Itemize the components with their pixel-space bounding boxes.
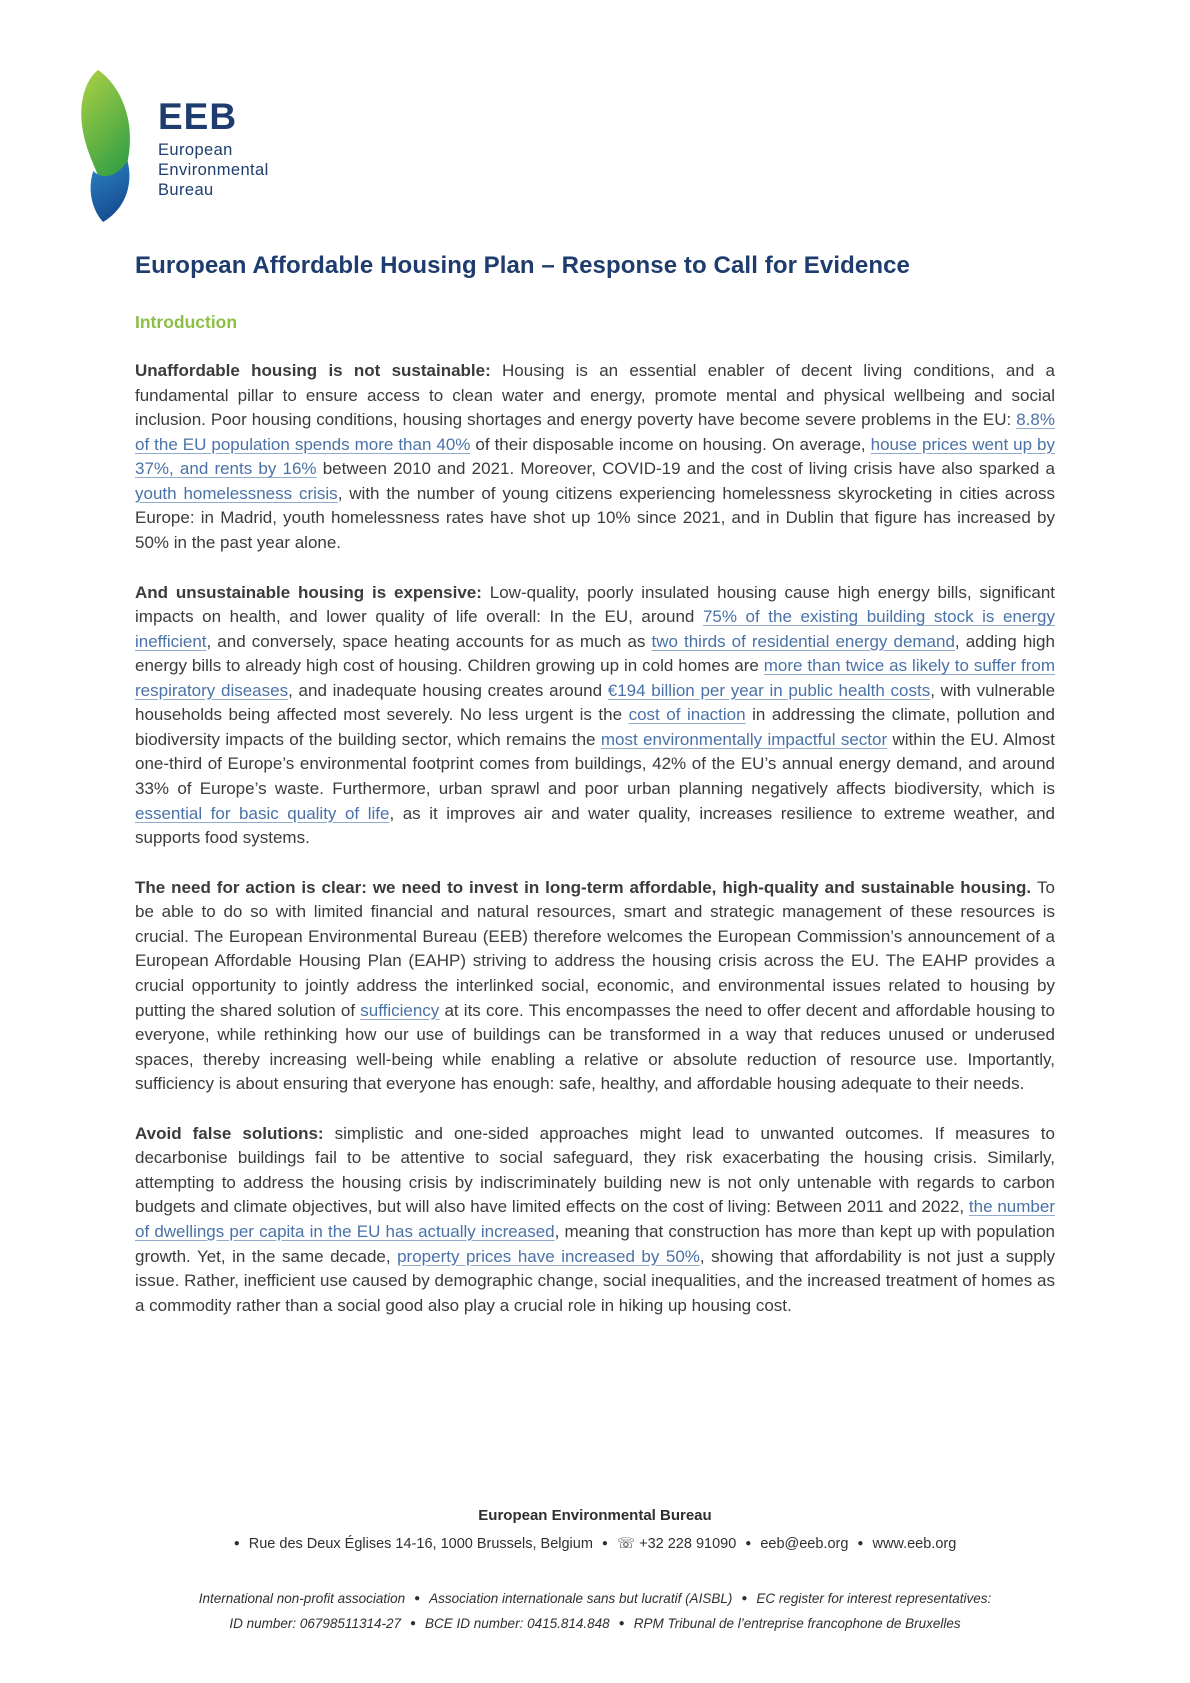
- text-segment: between 2010 and 2021. Moreover, COVID-19 and the cost of living crisis have also sparked a: [316, 459, 1056, 479]
- inline-link[interactable]: most environmentally impactful sector: [600, 729, 888, 749]
- paragraph-lead: And unsustainable housing is expensive:: [135, 582, 490, 602]
- section-heading-introduction: Introduction: [135, 312, 238, 332]
- footer-legal-line: [0, 1611, 1190, 1637]
- logo-text: [158, 70, 269, 200]
- footer-legal-item: BCE ID number: 0415.814.848: [425, 1616, 610, 1632]
- bullet-separator: ●: [414, 1592, 421, 1604]
- footer-legal-item: International non-profit association: [198, 1590, 406, 1606]
- bullet-separator: ●: [233, 1537, 240, 1549]
- bullet-separator: ●: [857, 1537, 864, 1549]
- text-segment: , meaning that construction has more than kept up with population growth. Yet, in the same decade,: [135, 1222, 1055, 1266]
- inline-link[interactable]: youth homelessness crisis: [135, 483, 338, 503]
- paragraph-lead: Unaffordable housing is not sustainable:: [135, 361, 503, 380]
- footer-legal: [0, 1586, 1190, 1637]
- text-segment: in addressing the climate, pollution and biodiversity impacts of the building sector, which remains the: [135, 705, 1055, 749]
- text-segment: , adding high energy bills to already high cost of housing. Children growing up in cold homes are: [135, 631, 1055, 676]
- logo-acronym: EEB: [158, 96, 238, 137]
- page-footer: [0, 1507, 1190, 1637]
- text-segment: To be able to do so with limited financial and natural resources, smart and strategic management of these resources is crucial. The European Environmental Bureau (EEB) therefore welcomes the European Commission’s announcement of a European Affordable Housing Plan (EAHP) striving to address the housing crisis across the EU. The EAHP provides a crucial opportunity to jointly address the interlinked social, economic, and environmental issues related to housing by putting the shared solution of: [135, 877, 1055, 1020]
- footer-legal-item: ID number: 06798511314-27: [229, 1616, 401, 1632]
- text-segment: , with vulnerable households being affected most severely. No less urgent is the: [135, 680, 1056, 725]
- paragraph-lead: Avoid false solutions:: [135, 1123, 335, 1143]
- footer-org-name: European Environmental Bureau: [478, 1506, 712, 1524]
- text-segment: , with the number of young citizens experiencing homelessness skyrocketing in cities across Europe: in Madrid, youth homelessness rates have shot up 10% since 2021, and in Dublin that figure has increased by 50% in the past year alone.: [135, 483, 1055, 552]
- logo-name: [158, 141, 269, 200]
- page-title: European Affordable Housing Plan – Response to Call for Evidence: [135, 252, 910, 279]
- inline-link[interactable]: house prices went up by 37%, and rents by 16%: [135, 434, 1056, 479]
- footer-legal-item: RPM Tribunal de l’entreprise francophone de Bruxelles: [633, 1616, 961, 1632]
- text-segment: of their disposable income on housing. On average,: [470, 434, 871, 454]
- text-segment: , and conversely, space heating accounts for as much as: [206, 631, 652, 651]
- bullet-separator: ●: [745, 1537, 752, 1549]
- eeb-logo: [78, 70, 1055, 222]
- text-segment: simplistic and one-sided approaches might lead to unwanted outcomes. If measures to decarbonise buildings fail to be attentive to social safeguard, they risk exacerbating the housing crisis. Similarly, attempting to address the housing crisis by indiscriminately building new is not only untenable with regards to carbon budgets and climate objectives, but will also have limited effects on the cost of living: Between 2011 and 2022,: [135, 1123, 1055, 1217]
- leaf-logo-icon: [78, 70, 140, 222]
- logo-name-line: Bureau: [158, 180, 214, 199]
- text-segment: within the EU. Almost one-third of Europe’s environmental footprint comes from buildings, 42% of the EU’s annual energy demand, and around 33% of Europe’s waste. Furthermore, urban sprawl and poor urban planning negatively affects biodiversity, which is: [135, 729, 1055, 798]
- bullet-separator: ●: [741, 1592, 748, 1604]
- inline-link[interactable]: €194 billion per year in public health costs: [607, 680, 931, 700]
- inline-link[interactable]: property prices have increased by 50%: [397, 1246, 700, 1266]
- inline-link[interactable]: 75% of the existing building stock is energy inefficient: [135, 607, 1055, 651]
- inline-link[interactable]: two thirds of residential energy demand: [651, 631, 955, 651]
- inline-link[interactable]: sufficiency: [360, 1000, 440, 1020]
- paragraph: [135, 581, 1055, 851]
- document-paragraphs: [135, 359, 1055, 1318]
- footer-contact-item: ☏ +32 228 91090: [616, 1535, 737, 1552]
- logo-name-line: European: [158, 141, 233, 159]
- paragraph-lead: The need for action is clear: we need to invest in long-term affordable, high-quality and sustainable housing.: [135, 877, 1038, 897]
- inline-link[interactable]: 8.8% of the EU population spends more than 40%: [135, 410, 1055, 454]
- text-segment: Low-quality, poorly insulated housing cause high energy bills, significant impacts on health, and lower quality of life overall: In the EU, around: [135, 582, 1055, 627]
- text-segment: , and inadequate housing creates around: [288, 680, 608, 700]
- paragraph: [135, 876, 1055, 1097]
- bullet-separator: ●: [601, 1537, 608, 1549]
- text-segment: Housing is an essential enabler of decent living conditions, and a fundamental pillar to ensure access to clean water and energy, promote mental and physical wellbeing and social inclusion. Poor housing conditions, housing shortages and energy poverty have become severe problems in the EU:: [135, 361, 1056, 430]
- inline-link[interactable]: essential for basic quality of life: [135, 803, 390, 823]
- inline-link[interactable]: the number of dwellings per capita in the EU has actually increased: [135, 1197, 1055, 1241]
- logo-name-line: Environmental: [158, 160, 269, 179]
- footer-contact-item: www.eeb.org: [872, 1535, 957, 1552]
- paragraph: [135, 1122, 1055, 1319]
- bullet-separator: ●: [409, 1618, 417, 1630]
- bullet-separator: ●: [618, 1618, 625, 1630]
- footer-legal-item: EC register for interest representatives:: [756, 1590, 992, 1606]
- text-segment: , showing that affordability is not just a supply issue. Rather, inefficient use caused by demographic change, social inequalities, and the increased treatment of homes as a commodity rather than a social good also play a crucial role in hiking up housing cost.: [135, 1246, 1055, 1315]
- footer-legal-item: Association internationale sans but lucratif (AISBL): [429, 1590, 733, 1606]
- footer-contact-item: Rue des Deux Églises 14-16, 1000 Brussels, Belgium: [248, 1535, 593, 1552]
- paragraph: [135, 359, 1055, 556]
- footer-contact-item: eeb@eeb.org: [760, 1535, 849, 1552]
- footer-contact-line: [0, 1536, 1190, 1552]
- footer-legal-line: [0, 1586, 1190, 1612]
- inline-link[interactable]: more than twice as likely to suffer from respiratory diseases: [135, 656, 1055, 700]
- text-segment: at its core. This encompasses the need to offer decent and affordable housing to everyone, while rethinking how our use of buildings can be transformed in a way that reduces unused or underused spaces, thereby increasing well-being while enabling a relative or absolute reduction of resource use. Importantly, sufficiency is about ensuring that everyone has enough: safe, healthy, and affordable housing adequate to their needs.: [135, 1000, 1055, 1094]
- text-segment: , as it improves air and water quality, increases resilience to extreme weather, and supports food systems.: [135, 803, 1055, 848]
- inline-link[interactable]: cost of inaction: [628, 705, 746, 725]
